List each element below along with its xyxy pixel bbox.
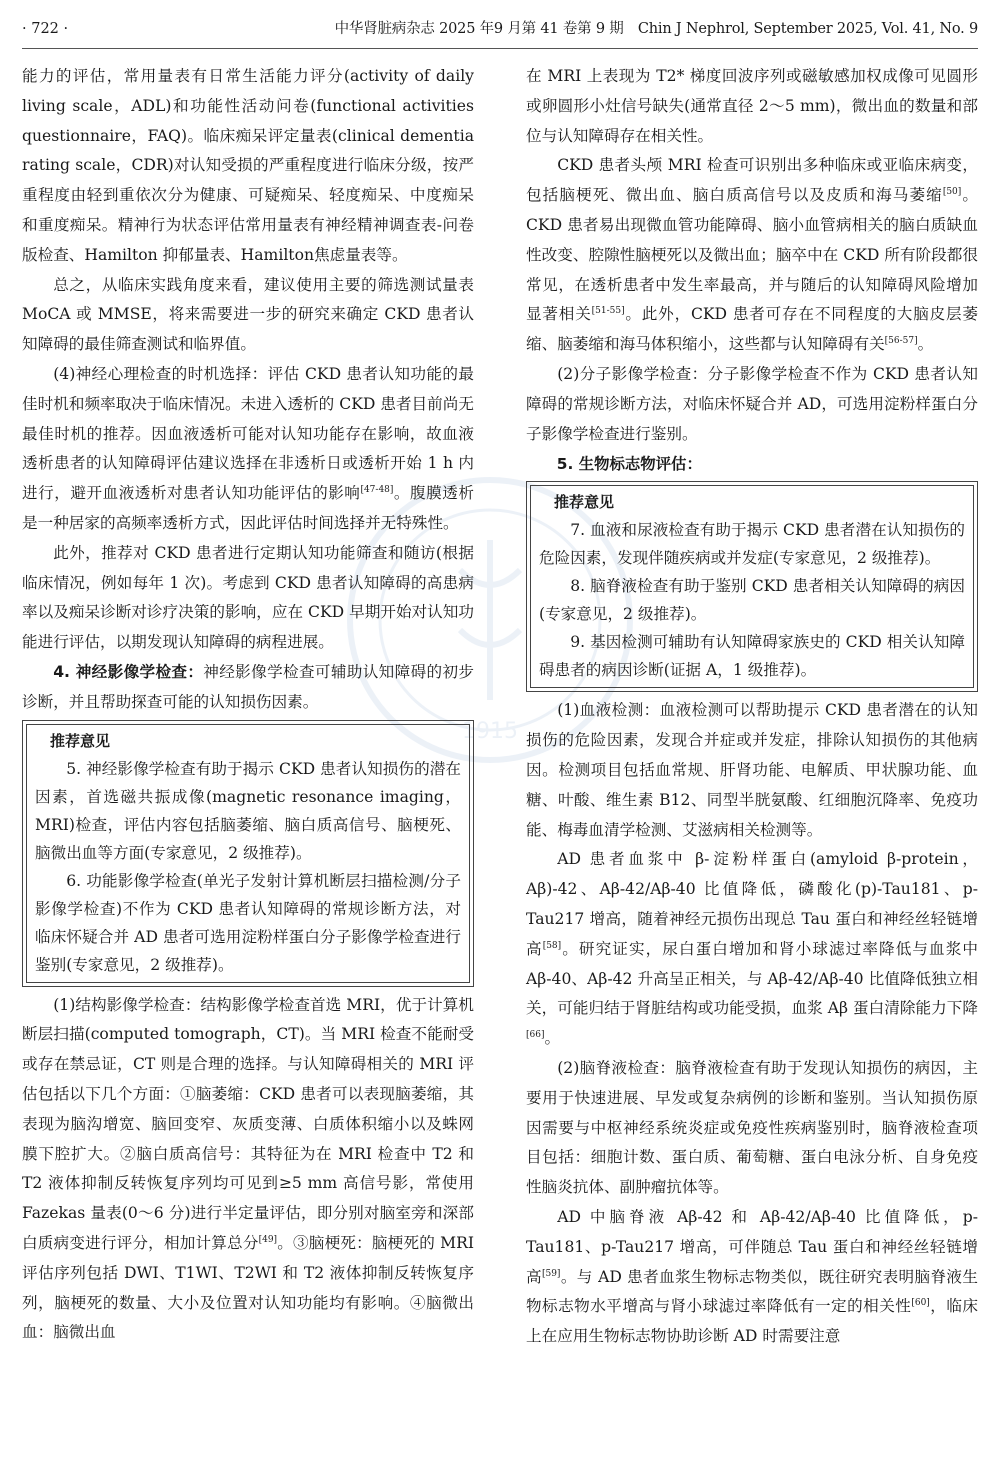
- paragraph-csf-ad: AD 中脑脊液 Aβ-42 和 Aβ-42/Aβ-40 比值降低，p-Tau181、p-Tau217 增高，可伴随总 Tau 蛋白和神经丝轻链增高[59]。与 AD 患者血浆生物标志物类似，既往研究表明脑脊液生物标志物水平增高与肾小球滤过率降低有一定的相关性[60]，临床上在应用生物标志物协助诊断 AD 时需要注意: [526, 1207, 978, 1346]
- recommendation-5: 5. 神经影像学检查有助于揭示 CKD 患者认知损伤的潜在因素，首选磁共振成像(magnetic resonance imaging，MRI)检查，评估内容包括脑萎缩、脑白质高信号、脑梗死、脑微出血等方面(专家意见，2 级推荐)。: [35, 759, 461, 862]
- citation-ref: [49]: [258, 1234, 278, 1245]
- journal-citation: 中华肾脏病杂志 2025 年9 月第 41 卷第 9 期 Chin J Nephrol, September 2025, Vol. 41, No. 9: [334, 21, 978, 37]
- paragraph-molecular-imaging: (2)分子影像学检查：分子影像学检查不作为 CKD 患者认知障碍的常规诊断方法，对临床怀疑合并 AD，可选用淀粉样蛋白分子影像学检查进行鉴别。: [526, 364, 978, 443]
- paragraph-follow-up: 此外，推荐对 CKD 患者进行定期认知功能筛查和随访(根据临床情况，例如每年 1 次)。考虑到 CKD 患者认知障碍的高患病率以及痴呆诊断对诊疗决策的影响，应在 CKD 早期开始对认知功能进行评估，以期发现认知障碍的病程进展。: [22, 543, 474, 652]
- page-number: · 722 ·: [22, 21, 69, 37]
- recommendation-7: 7. 血液和尿液检查有助于揭示 CKD 患者潜在认知损伤的危险因素，发现伴随疾病或并发症(专家意见，2 级推荐)。: [539, 521, 965, 568]
- seal-year: 1915: [462, 719, 518, 744]
- citation-ref: [51-55]: [591, 306, 625, 317]
- citation-ref: [58]: [542, 940, 562, 951]
- recommendation-8: 8. 脑脊液检查有助于鉴别 CKD 患者相关认知障碍的病因(专家意见，2 级推荐)。: [539, 577, 965, 624]
- recommendation-9: 9. 基因检测可辅助有认知障碍家族史的 CKD 相关认知障碍患者的病因诊断(证据 A，1 级推荐)。: [539, 633, 965, 680]
- paragraph-microbleed: 在 MRI 上表现为 T2* 梯度回波序列或磁敏感加权成像可见圆形或卵圆形小灶信号缺失(通常直径 2～5 mm)，微出血的数量和部位与认知障碍存在相关性。: [526, 67, 978, 145]
- citation-ref: [59]: [541, 1268, 561, 1279]
- section-biomarkers-heading: 5. 生物标志物评估：: [556, 455, 702, 474]
- recommendation-title: 推荐意见: [554, 493, 615, 512]
- paragraph-adl-faq: 能力的评估，常用量表有日常生活能力评分(activity of daily living scale，ADL)和功能性活动问卷(functional activities questionnaire，FAQ)。临床痴呆评定量表(clinical dementia rating scale，CDR)对认知受损的严重程度进行临床分级，按严重程度由轻到重依次分为健康、可疑痴呆、轻度痴呆、中度痴呆和重度痴呆。精神行为状态评估常用量表有神经精神调查表-问卷版检查、Hamilton 抑郁量表、Hamilton焦虑量表等。: [22, 67, 474, 264]
- recommendation-6: 6. 功能影像学检查(单光子发射计算机断层扫描检测/分子影像学检查)不作为 CKD 患者认知障碍的常规诊断方法，对临床怀疑合并 AD 患者可选用淀粉样蛋白分子影像学检查进行鉴别(专家意见，2 级推荐)。: [35, 871, 461, 974]
- citation-ref: [60]: [911, 1298, 930, 1309]
- paragraph-structural-imaging: (1)结构影像学检查：结构影像学检查首选 MRI，优于计算机断层扫描(computed tomograph，CT)。当 MRI 检查不能耐受或存在禁忌证，CT 则是合理的选择。与认知障碍相关的 MRI 评估包括以下几个方面：①脑萎缩：CKD 患者可以表现脑萎缩，其表现为脑沟增宽、脑回变窄、灰质变薄、白质体积缩小以及蛛网膜下腔扩大。②脑白质高信号：其特征为在 MRI 检查中 T2 和 T2 液体抑制反转恢复序列均可见到≥5 mm 高信号影，常使用 Fazekas 量表(0～6 分)进行半定量评估，即分别对脑室旁和深部白质病变进行评分，相加计算总分[49]。③脑梗死：脑梗死的 MRI 评估序列包括 DWI、T1WI、T2WI 和 T2 液体抑制反转恢复序列，脑梗死的数量、大小及位置对认知功能均有影响。④脑微出血：脑微出血: [22, 995, 474, 1342]
- left-column: [22, 62, 474, 1348]
- paragraph-summary: 总之，从临床实践角度来看，建议使用主要的筛选测试量表 MoCA 或 MMSE，将来需要进一步的研究来确定 CKD 患者认知障碍的最佳筛查测试和临界值。: [22, 275, 474, 354]
- paragraph-plasma-abeta: AD 患者血浆中 β-淀粉样蛋白(amyloid β-protein，Aβ)-42、Aβ-42/Aβ-40 比值降低，磷酸化(p)-Tau181、p-Tau217 增高，随着神经元损伤出现总 Tau 蛋白和神经丝轻链增高[58]。研究证实，尿白蛋白增加和肾小球滤过率降低与血浆中 Aβ-40、Aβ-42 升高呈正相关，与 Aβ-42/Aβ-40 比值降低独立相关，可能归结于肾脏结构或功能受损，血浆 Aβ 蛋白清除能力下降[66]。: [526, 850, 978, 1048]
- paragraph-blood-test: (1)血液检测：血液检测可以帮助提示 CKD 患者潜在的认知损伤的危险因素，发现合并症或并发症，排除认知损伤的其他病因。检测项目包括血常规、肝肾功能、电解质、甲状腺功能、血糖、叶酸、维生素 B12、同型半胱氨酸、红细胞沉降率、免疫功能、梅毒血清学检测、艾滋病相关检测等。: [526, 701, 978, 839]
- citation-ref: [47-48]: [360, 485, 394, 496]
- recommendation-box-imaging: [26, 724, 470, 983]
- right-column: [526, 62, 978, 1352]
- recommendation-title: 推荐意见: [50, 731, 111, 750]
- paragraph-ckd-mri: CKD 患者头颅 MRI 检查可识别出多种临床或亚临床病变，包括脑梗死、微出血、脑白质高信号以及皮质和海马萎缩[50]。CKD 患者易出现微血管功能障碍、脑小血管病相关的脑白质缺血性改变、腔隙性脑梗死以及微出血；脑卒中在 CKD 所有阶段都很常见，在透析患者中发生率最高，并与随后的认知障碍风险增加显著相关[51-55]。此外，CKD 患者可存在不同程度的大脑皮层萎缩、脑萎缩和海马体积缩小，这些都与认知障碍有关[56-57]。: [526, 156, 978, 354]
- page-header: [22, 14, 978, 44]
- citation-ref: [50]: [942, 187, 962, 198]
- section-heading: 4. 神经影像学检查：: [53, 662, 204, 681]
- section-neuroimaging: 4. 神经影像学检查：神经影像学检查可辅助认知障碍的初步诊断，并且帮助探查可能的认知损伤因素。: [22, 662, 474, 711]
- paragraph-csf-test: (2)脑脊液检查：脑脊液检查有助于发现认知损伤的病因，主要用于快速进展、早发或复杂病例的诊断和鉴别。当认知损伤原因需要与中枢神经系统炎症或免疫性疾病鉴别时，脑脊液检查项目包括：细胞计数、蛋白质、葡萄糖、蛋白电泳分析、自身免疫性脑炎抗体、副肿瘤抗体等。: [526, 1058, 978, 1197]
- header-rule: [22, 48, 978, 49]
- recommendation-box-biomarkers: [530, 485, 974, 688]
- citation-ref: [66]: [526, 1030, 545, 1041]
- citation-ref: [56-57]: [884, 336, 918, 347]
- paragraph-timing: (4)神经心理检查的时机选择：评估 CKD 患者认知功能的最佳时机和频率取决于临床情况。未进入透析的 CKD 患者目前尚无最佳时机的推荐。因血液透析可能对认知功能存在影响，故血液透析患者的认知障碍评估建议选择在非透析日或透析开始 1 h 内进行，避开血液透析对患者认知功能评估的影响[47-48]。腹膜透析是一种居家的高频率透析方式，因此评估时间选择并无特殊性。: [22, 364, 474, 532]
